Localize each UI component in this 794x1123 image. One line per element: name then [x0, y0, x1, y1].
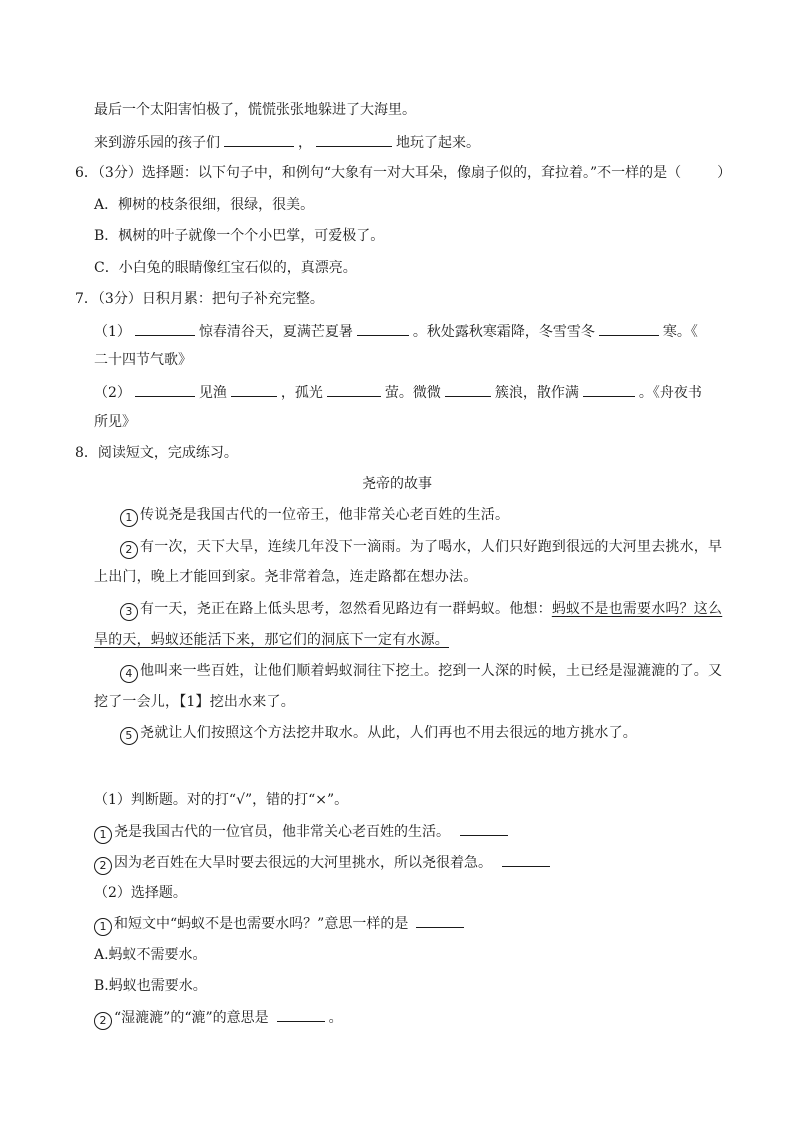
passage-paragraph-4-cont — [94, 692, 295, 712]
sentence: 最后一个太阳害怕极了，慌慌张张地躲进了大海里。 — [94, 102, 416, 118]
passage-paragraph-1 — [120, 505, 509, 525]
question-text: 7．（3分）日积月累：把句子补充完整。 — [75, 291, 324, 307]
paragraph-text: 尧就让人们按照这个方法挖井取水。从此，人们再也不用去很远的地方挑水了。 — [140, 725, 637, 741]
passage-paragraph-5 — [120, 723, 637, 743]
answer-blank[interactable] — [316, 132, 392, 147]
answer-blank[interactable] — [599, 321, 659, 336]
sentence-part: 惊春清谷天，夏满芒夏暑 — [198, 324, 353, 340]
choice-option-b — [94, 976, 207, 996]
sentence-part: 。《舟夜书 — [638, 385, 702, 401]
paragraph-text: 有一天，尧正在路上低头思考，忽然看见路边有一群蚂蚁。他想： — [140, 601, 552, 617]
item-text: 和短文中“蚂蚁不是也需要水吗？”意思一样的是 — [114, 916, 409, 932]
paragraph-number: 4 — [120, 665, 138, 683]
answer-blank[interactable] — [416, 913, 464, 928]
paragraph-text: 上出门，晚上才能回到家。尧非常着急，连走路都在想办法。 — [94, 569, 478, 585]
sentence-part: ， — [298, 135, 312, 151]
passage-paragraph-2-cont — [94, 567, 477, 587]
answer-blank[interactable] — [445, 382, 491, 397]
text-line — [94, 100, 416, 120]
item-number: 2 — [94, 857, 112, 875]
item-text: 因为老百姓在大旱时要去很远的大河里挑水，所以尧很着急。 — [114, 855, 492, 871]
answer-blank[interactable] — [135, 321, 195, 336]
judgment-item-1 — [94, 821, 512, 841]
question-text: （2）选择题。 — [94, 885, 187, 901]
paragraph-number: 3 — [120, 603, 138, 621]
paragraph-number: 5 — [120, 727, 138, 745]
question-text: 8．阅读短文，完成练习。 — [75, 445, 238, 461]
paragraph-text: 传说尧是我国古代的一位帝王，他非常关心老百姓的生活。 — [140, 507, 510, 523]
question-6-stem — [75, 163, 731, 183]
passage-paragraph-3-cont — [94, 630, 449, 650]
option-text: A.蚂蚁不需要水。 — [94, 947, 207, 963]
sub-number: （2） — [94, 385, 131, 401]
sentence-part: 。秋处露秋寒霜降，冬雪雪冬 — [412, 324, 595, 340]
sentence-part: 所见》 — [94, 414, 136, 430]
item-number: 2 — [94, 1012, 112, 1030]
question-6-option-c — [94, 258, 357, 278]
answer-blank[interactable] — [583, 382, 635, 397]
question-text: （1）判断题。对的打“√”，错的打“×”。 — [94, 792, 349, 808]
question-7-stem — [75, 289, 324, 309]
paragraph-text: 他叫来一些百姓，让他们顺着蚂蚁洞往下挖土。挖到一人深的时候，土已经是湿漉漉的了。又 — [140, 663, 723, 679]
answer-blank[interactable] — [224, 132, 294, 147]
sentence-part: 寒。《 — [662, 324, 698, 340]
sentence-part: 簇浪，散作满 — [494, 385, 579, 401]
item-number: 1 — [94, 826, 112, 844]
question-7-sub1-cont — [94, 350, 192, 370]
text-line — [94, 132, 480, 152]
answer-blank[interactable] — [502, 852, 550, 867]
option-text: B.蚂蚁也需要水。 — [94, 978, 207, 994]
choice-option-a — [94, 945, 207, 965]
question-7-sub2-cont — [94, 412, 136, 432]
question-7-sub1 — [94, 321, 698, 341]
paragraph-text: 挖了一会儿，【1】挖出水来了。 — [94, 694, 295, 710]
question-text: ） — [717, 165, 732, 181]
sentence-part: 地玩了起来。 — [396, 135, 480, 151]
underlined-sentence: 旱的天，蚂蚁还能活下来，那它们的洞底下一定有水源。 — [94, 632, 449, 648]
item-text: 。 — [328, 1010, 343, 1026]
sentence-part: ，孤光 — [280, 385, 323, 401]
question-text: 6．（3分）选择题：以下句子中，和例句“大象有一对大耳朵，像扇子似的，耷拉着。”不一样的是（ — [75, 165, 682, 181]
question-7-sub2 — [94, 382, 702, 402]
item-text: 尧是我国古代的一位官员，他非常关心老百姓的生活。 — [114, 824, 450, 840]
sentence-part: 萤。微微 — [384, 385, 441, 401]
subquestion-1-stem — [94, 790, 348, 810]
paragraph-text: 有一次，天下大旱，连续几年没下一滴雨。为了喝水，人们只好跑到很远的大河里去挑水，早 — [140, 539, 723, 555]
answer-blank[interactable] — [357, 321, 409, 336]
sentence-part: 来到游乐园的孩子们 — [94, 135, 220, 151]
passage-paragraph-2 — [120, 537, 722, 557]
passage-paragraph-4 — [120, 661, 722, 681]
title-text: 尧帝的故事 — [362, 476, 432, 492]
sentence-part: 见渔 — [198, 385, 227, 401]
option-text: B．枫树的叶子就像一个个小巴掌，可爱极了。 — [94, 228, 385, 244]
judgment-item-2 — [94, 852, 554, 872]
underlined-sentence: 蚂蚁不是也需要水吗？这么 — [551, 601, 723, 617]
passage-paragraph-3 — [120, 599, 722, 619]
answer-blank[interactable] — [277, 1007, 325, 1022]
answer-blank[interactable] — [460, 821, 508, 836]
item-text: “湿漉漉”的“漉”的意思是 — [114, 1010, 269, 1026]
answer-blank[interactable] — [327, 382, 381, 397]
subquestion-2-stem — [94, 883, 187, 903]
sub-number: （1） — [94, 324, 131, 340]
answer-blank[interactable] — [135, 382, 195, 397]
option-text: C．小白兔的眼睛像红宝石似的，真漂亮。 — [94, 260, 357, 276]
passage-title — [0, 474, 794, 494]
item-number: 1 — [94, 918, 112, 936]
paragraph-number: 2 — [120, 541, 138, 559]
option-text: A．柳树的枝条很细，很绿，很美。 — [94, 197, 315, 213]
choice-item-2 — [94, 1007, 343, 1027]
answer-blank[interactable] — [231, 382, 277, 397]
sentence-part: 二十四节气歌》 — [94, 352, 192, 368]
choice-item-1 — [94, 913, 468, 933]
question-8-stem — [75, 443, 238, 463]
paragraph-number: 1 — [120, 509, 138, 527]
question-6-option-a — [94, 195, 314, 215]
question-6-option-b — [94, 226, 384, 246]
